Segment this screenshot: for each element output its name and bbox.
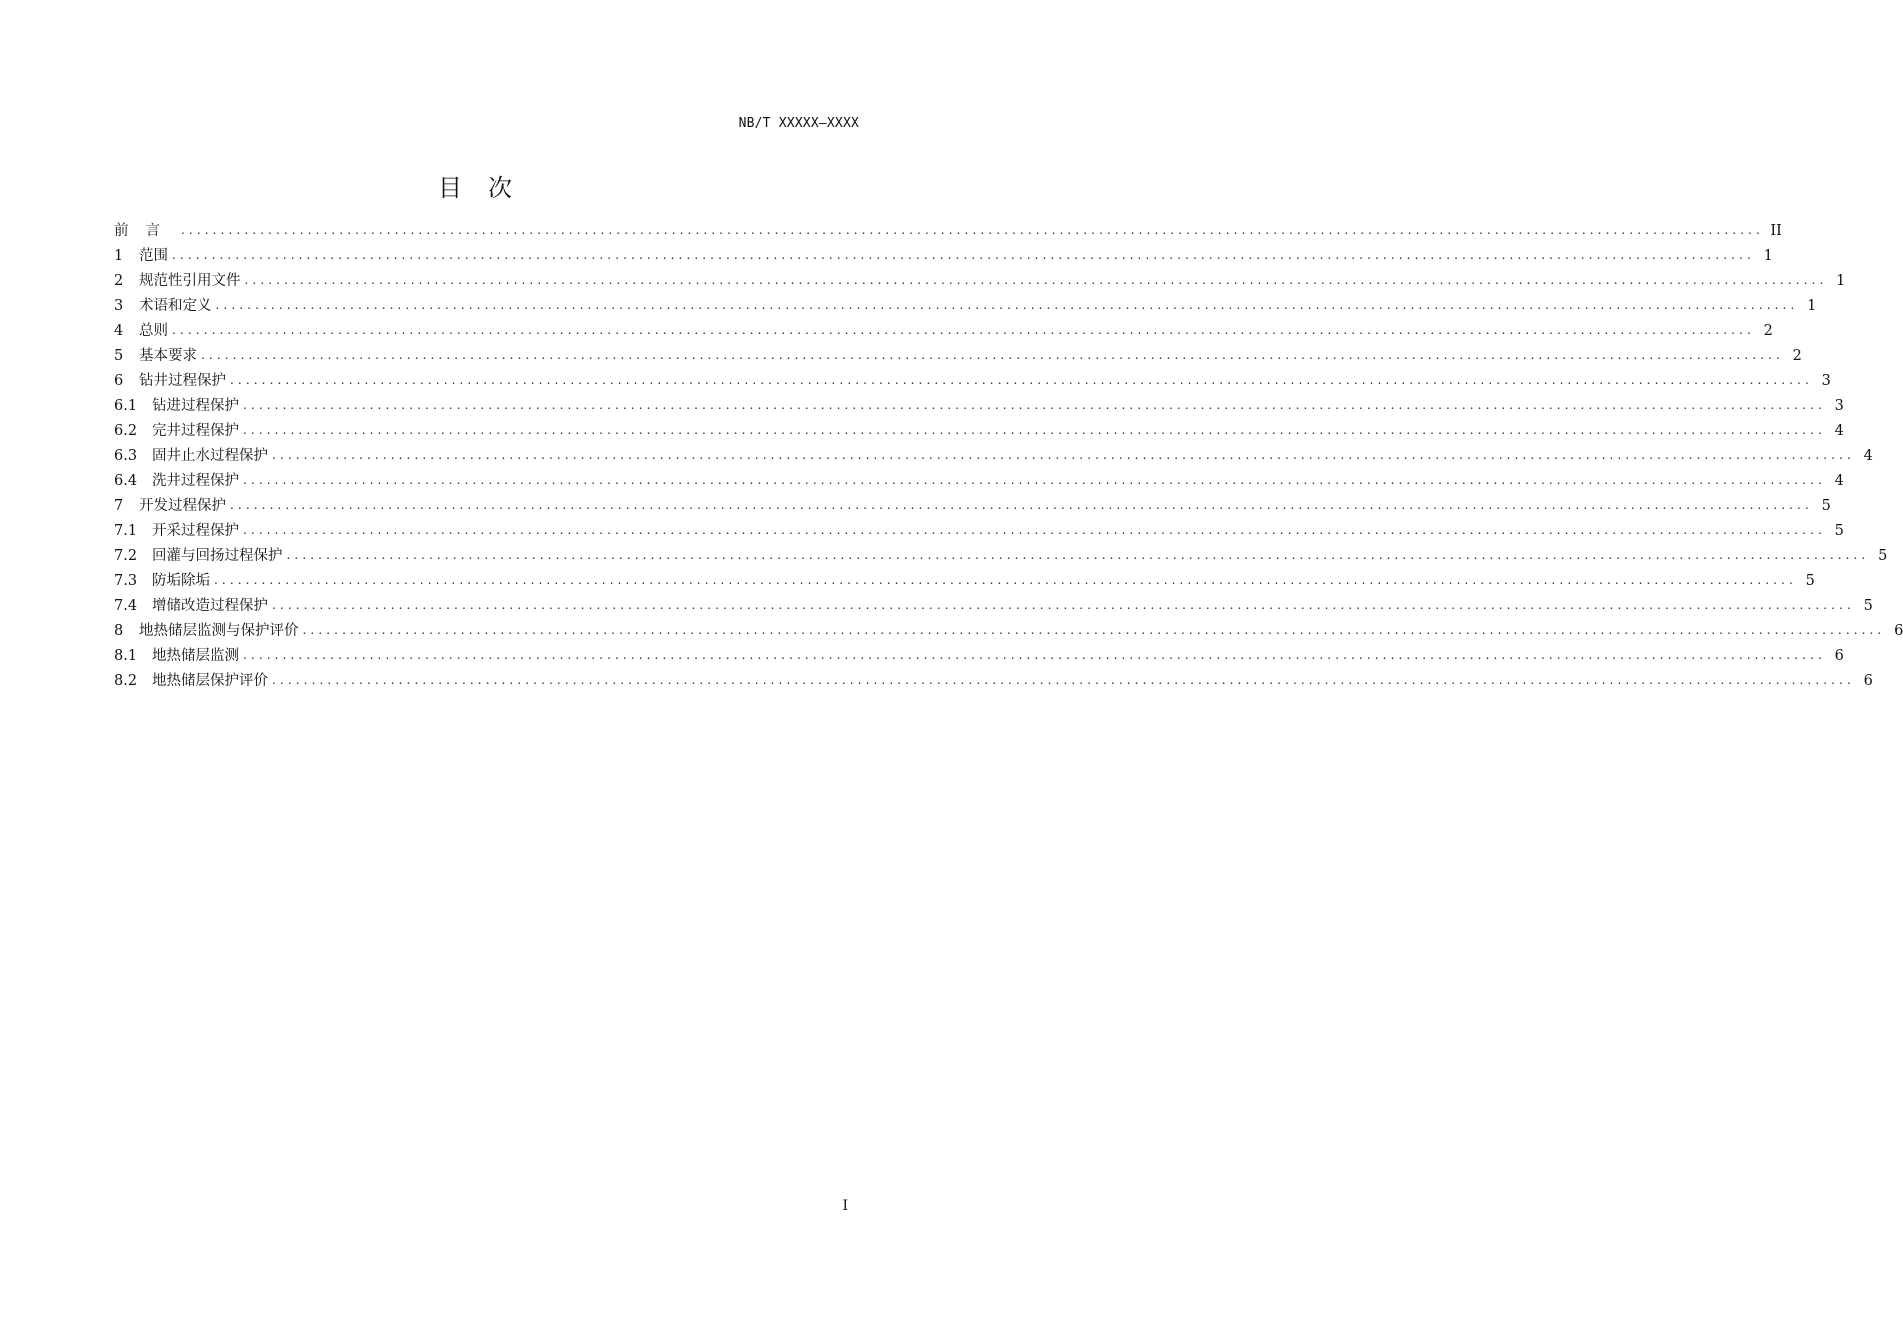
toc-entry-number: 8 bbox=[114, 623, 124, 639]
toc-entry-label: 钻进过程保护 bbox=[152, 398, 239, 414]
toc-entry-number: 6 bbox=[114, 373, 124, 389]
toc-entry[interactable] bbox=[114, 544, 1888, 569]
toc-dot-leader: ........................................................................................................................................................................................................ bbox=[230, 498, 1813, 512]
toc-entry[interactable] bbox=[114, 644, 1844, 669]
toc-entry[interactable] bbox=[114, 669, 1873, 694]
toc-dot-leader: ........................................................................................................................................................................................................ bbox=[243, 523, 1826, 537]
toc-entry-page: 2 bbox=[1763, 323, 1773, 339]
toc-entry-number: 4 bbox=[114, 323, 124, 339]
toc-entry[interactable] bbox=[114, 619, 1903, 644]
page-number: I bbox=[842, 1198, 848, 1214]
toc-entry[interactable] bbox=[114, 344, 1802, 369]
toc-entry-label: 洗井过程保护 bbox=[152, 473, 239, 489]
toc-dot-leader: ........................................................................................................................................................................................................ bbox=[243, 473, 1826, 487]
toc-dot-leader: ........................................................................................................................................................................................................ bbox=[215, 298, 1799, 312]
toc-dot-leader: ........................................................................................................................................................................................................ bbox=[302, 623, 1886, 637]
document-code: NB/T XXXXX—XXXX bbox=[738, 116, 859, 131]
toc-entry-number: 6.4 bbox=[114, 473, 138, 489]
toc-entry-label: 地热储层监测 bbox=[152, 648, 239, 664]
toc-entry-label: 固井止水过程保护 bbox=[152, 448, 268, 464]
toc-entry-label: 规范性引用文件 bbox=[139, 273, 241, 289]
toc-entry-label: 回灌与回扬过程保护 bbox=[152, 548, 283, 564]
toc-entry[interactable] bbox=[114, 244, 1773, 269]
toc-entry-label: 开采过程保护 bbox=[152, 523, 239, 539]
toc-entry-label: 地热储层监测与保护评价 bbox=[139, 623, 299, 639]
toc-entry-number: 2 bbox=[114, 273, 124, 289]
toc-entry[interactable] bbox=[114, 469, 1844, 494]
toc-entry-number: 8.2 bbox=[114, 673, 138, 689]
toc-entry-label: 增储改造过程保护 bbox=[152, 598, 268, 614]
toc-dot-leader: ........................................................................................................................................................................................................ bbox=[201, 348, 1784, 362]
toc-entry[interactable] bbox=[114, 319, 1773, 344]
toc-entry-page: 6 bbox=[1894, 623, 1903, 639]
toc-entry-label: 钻井过程保护 bbox=[139, 373, 226, 389]
toc-entry-number: 3 bbox=[114, 298, 124, 314]
toc-entry-number: 7.4 bbox=[114, 598, 138, 614]
toc-entry[interactable] bbox=[114, 294, 1817, 319]
toc-entry-label: 开发过程保护 bbox=[139, 498, 226, 514]
toc-entry-number: 6.2 bbox=[114, 423, 138, 439]
toc-dot-leader: ........................................................................................................................................................................................................ bbox=[214, 573, 1797, 587]
toc-dot-leader: ........................................................................................................................................................................................................ bbox=[243, 423, 1826, 437]
toc-entry-number: 6.1 bbox=[114, 398, 138, 414]
toc-dot-leader: ........................................................................................................................................................................................................ bbox=[272, 673, 1855, 687]
toc-entry-label: 地热储层保护评价 bbox=[152, 673, 268, 689]
toc-entry-number: 5 bbox=[114, 348, 124, 364]
toc-entry-label: 前言 bbox=[114, 223, 177, 239]
toc-entry[interactable] bbox=[114, 444, 1873, 469]
toc-entry-label: 基本要求 bbox=[139, 348, 197, 364]
toc-dot-leader: ........................................................................................................................................................................................................ bbox=[181, 223, 1764, 237]
toc-dot-leader: ........................................................................................................................................................................................................ bbox=[244, 273, 1828, 287]
toc-title: 目次 bbox=[438, 174, 538, 202]
toc-entry[interactable] bbox=[114, 419, 1844, 444]
toc-entry-page: 6 bbox=[1863, 673, 1873, 689]
toc-entry-label: 术语和定义 bbox=[139, 298, 212, 314]
toc-entry-page: 4 bbox=[1863, 448, 1873, 464]
toc-entry[interactable] bbox=[114, 594, 1873, 619]
toc-entry-number: 7.3 bbox=[114, 573, 138, 589]
toc-entry-page: 5 bbox=[1834, 523, 1844, 539]
toc-entry-page: 4 bbox=[1834, 423, 1844, 439]
toc-entry-page: 5 bbox=[1863, 598, 1873, 614]
toc-entry-page: 1 bbox=[1807, 298, 1817, 314]
toc-entry-page: 5 bbox=[1805, 573, 1815, 589]
toc-dot-leader: ........................................................................................................................................................................................................ bbox=[172, 248, 1755, 262]
toc-entry-page: 6 bbox=[1834, 648, 1844, 664]
toc-entry-number: 1 bbox=[114, 248, 124, 264]
toc-entry-page: 3 bbox=[1834, 398, 1844, 414]
toc-entry-label: 防垢除垢 bbox=[152, 573, 210, 589]
toc-entry-page: 1 bbox=[1763, 248, 1773, 264]
toc-entry-number: 8.1 bbox=[114, 648, 138, 664]
toc-entry-page: II bbox=[1770, 223, 1782, 239]
toc-entry-page: 5 bbox=[1821, 498, 1831, 514]
toc-entry[interactable] bbox=[114, 219, 1782, 244]
toc-entry-label: 完井过程保护 bbox=[152, 423, 239, 439]
toc-entry[interactable] bbox=[114, 569, 1815, 594]
toc-dot-leader: ........................................................................................................................................................................................................ bbox=[230, 373, 1813, 387]
toc-entry-page: 1 bbox=[1836, 273, 1846, 289]
toc-dot-leader: ........................................................................................................................................................................................................ bbox=[286, 548, 1870, 562]
toc-entry-page: 3 bbox=[1821, 373, 1831, 389]
toc-dot-leader: ........................................................................................................................................................................................................ bbox=[243, 398, 1826, 412]
toc-entry-page: 4 bbox=[1834, 473, 1844, 489]
toc-entry-number: 7 bbox=[114, 498, 124, 514]
toc-entry-label: 范围 bbox=[139, 248, 168, 264]
toc-entry[interactable] bbox=[114, 269, 1846, 294]
toc-entry[interactable] bbox=[114, 369, 1831, 394]
toc-dot-leader: ........................................................................................................................................................................................................ bbox=[272, 448, 1855, 462]
toc-entry-number: 6.3 bbox=[114, 448, 138, 464]
toc-entry[interactable] bbox=[114, 394, 1844, 419]
toc-entry-number: 7.2 bbox=[114, 548, 138, 564]
toc-entry-page: 5 bbox=[1878, 548, 1888, 564]
toc-dot-leader: ........................................................................................................................................................................................................ bbox=[243, 648, 1826, 662]
toc-dot-leader: ........................................................................................................................................................................................................ bbox=[272, 598, 1855, 612]
toc-entry[interactable] bbox=[114, 494, 1831, 519]
toc-dot-leader: ........................................................................................................................................................................................................ bbox=[172, 323, 1755, 337]
toc-entry-number: 7.1 bbox=[114, 523, 138, 539]
table-of-contents bbox=[114, 219, 1903, 694]
toc-entry-label: 总则 bbox=[139, 323, 168, 339]
toc-entry[interactable] bbox=[114, 519, 1844, 544]
toc-entry-page: 2 bbox=[1792, 348, 1802, 364]
